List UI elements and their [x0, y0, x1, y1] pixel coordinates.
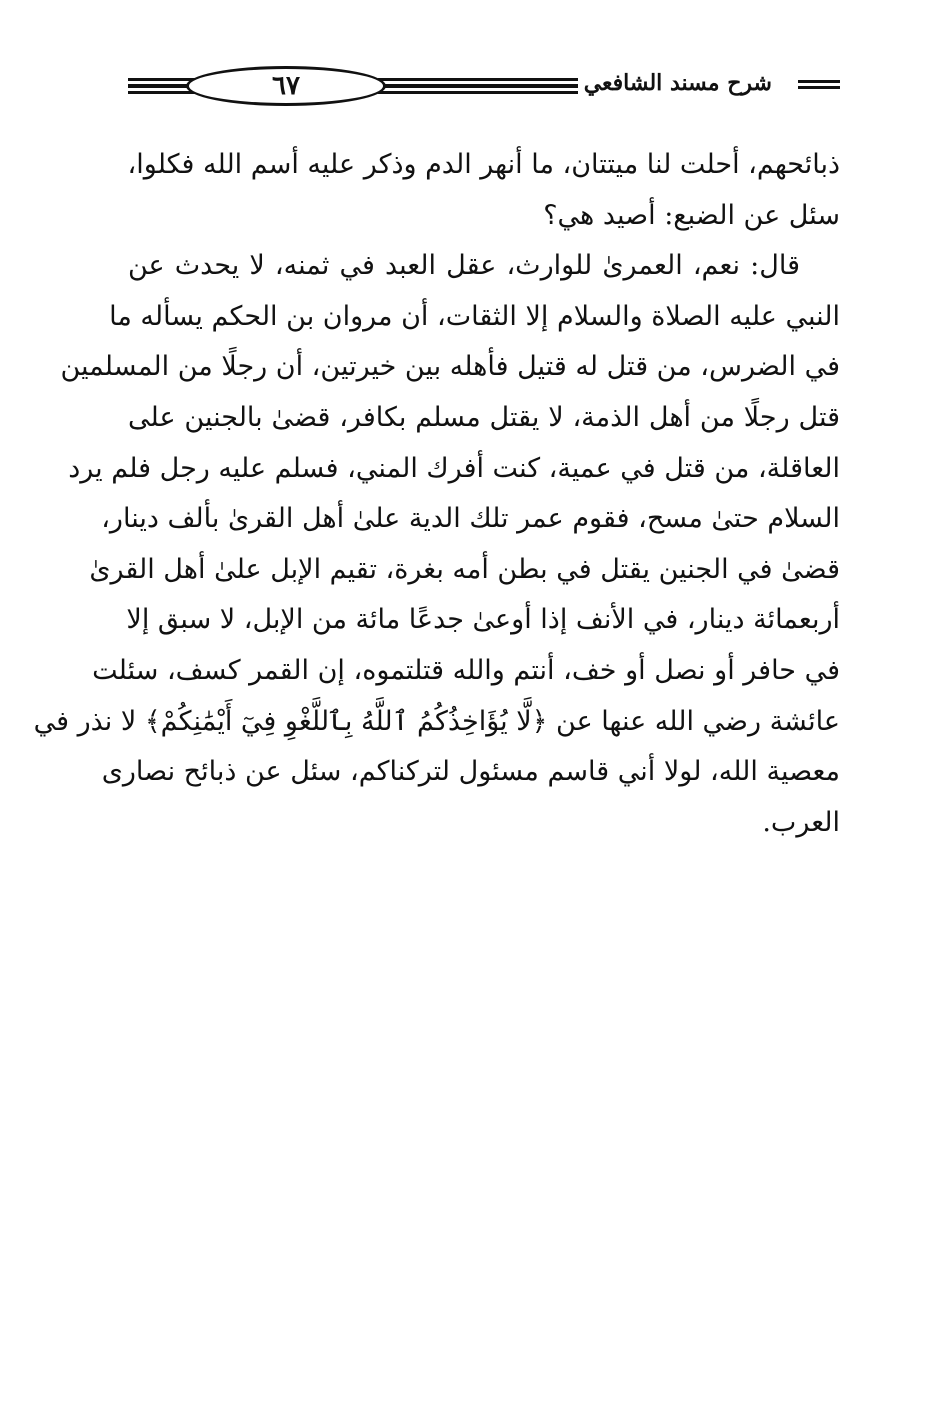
header-ornament-dash: [798, 80, 840, 94]
text-line: قتل رجلًا من أهل الذمة، لا يقتل مسلم بكافر، قضىٰ بالجنين على: [128, 401, 840, 433]
text-line: قضىٰ في الجنين يقتل في بطن أمه بغرة، تقيم الإبل علىٰ أهل القرىٰ: [89, 553, 840, 585]
text-line: أربعمائة دينار، في الأنف إذا أوعىٰ جدعًا مائة من الإبل، لا سبق إلا: [126, 604, 840, 636]
text-line: النبي عليه الصلاة والسلام إلا الثقات، أن مروان بن الحكم يسأله ما: [109, 300, 840, 332]
page-number-oval: [186, 66, 386, 106]
running-title: شرح مسند الشافعي: [578, 70, 778, 96]
text-line: السلام حتىٰ مسح، فقوم عمر تلك الدية علىٰ أهل القرىٰ بألف دينار،: [101, 503, 840, 535]
text-line: قال: نعم، العمرىٰ للوارث، عقل العبد في ثمنه، لا يحدث عن: [128, 250, 800, 282]
text-line: ذبائحهم، أحلت لنا ميتتان، ما أنهر الدم وذكر عليه أسم الله فكلوا،: [127, 149, 840, 180]
text-line: عائشة رضي الله عنها عن ﴿لَّا يُؤَاخِذُكُمُ ٱللَّهُ بِٱللَّغْوِ فِيٓ أَيْمَٰنِكُمْ﴾ لا نذر في: [33, 705, 840, 737]
page-header: [128, 62, 840, 114]
text-line: معصية الله، لولا أني قاسم مسئول لتركناكم، سئل عن ذبائح نصارى: [101, 756, 840, 788]
text-line: سئل عن الضبع: أصيد هي؟: [543, 199, 840, 231]
page-body: [33, 140, 840, 848]
page-number: ٦٧: [272, 71, 300, 101]
text-line: العاقلة، من قتل في عمية، كنت أفرك المني، فسلم عليه رجل فلم يرد: [68, 452, 840, 484]
text-line: العرب.: [762, 806, 840, 838]
text-line: في حافر أو نصل أو خف، أنتم والله قتلتموه، إن القمر كسف، سئلت: [92, 654, 840, 686]
text-line: في الضرس، من قتل له قتيل فأهله بين خيرتين، أن رجلًا من المسلمين: [60, 351, 840, 383]
